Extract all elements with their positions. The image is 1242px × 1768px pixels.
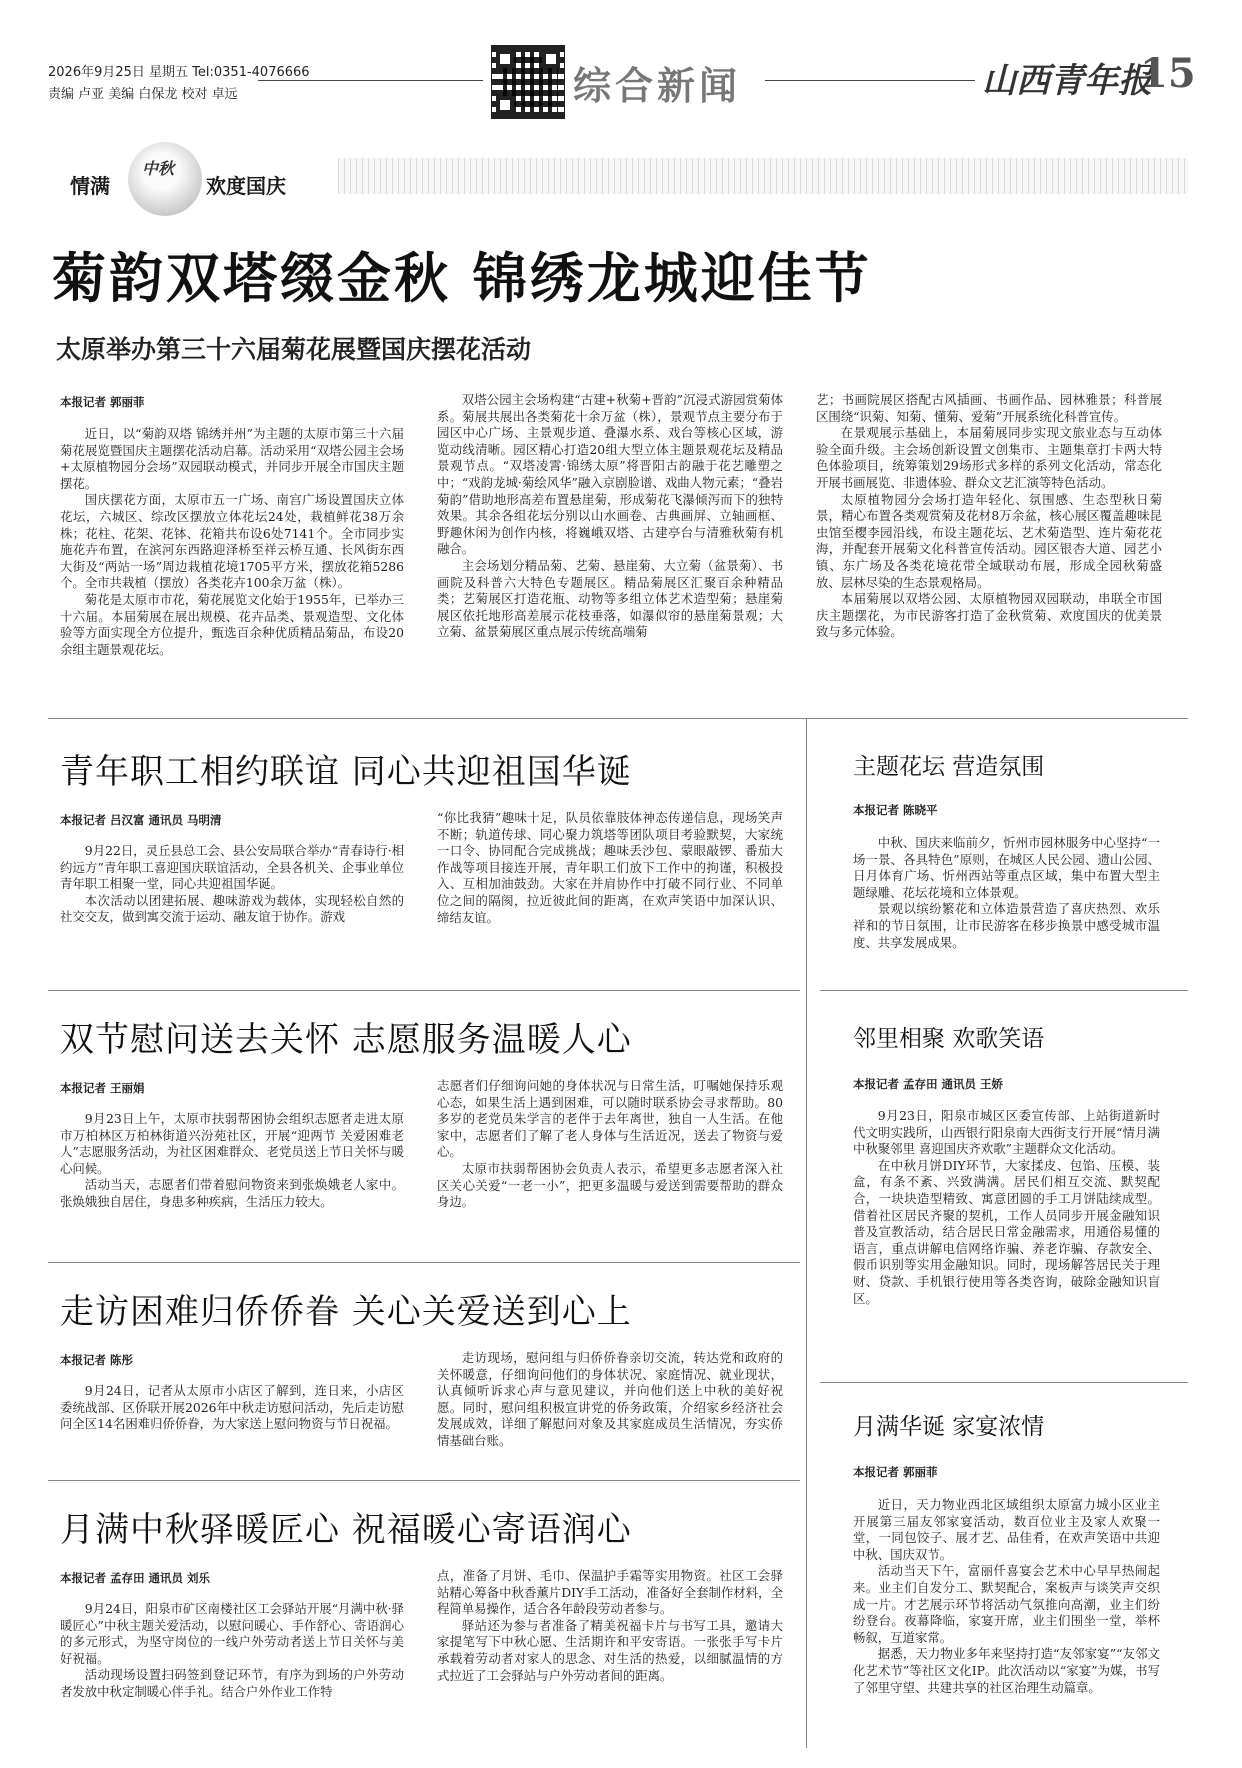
lead-column-1: [60, 426, 404, 658]
header-rule-right: [765, 80, 975, 81]
date-line: 2026年9月25日 星期五 Tel:0351-4076666: [48, 65, 310, 80]
moon-badge-icon: [128, 142, 202, 216]
article-byline: 本报记者 吕汉富 通讯员 马明清: [60, 813, 222, 827]
article-column: [437, 1078, 783, 1211]
sidebar-column: [853, 1497, 1160, 1696]
article-column: [437, 1350, 783, 1450]
article-headline: 月满中秋驿暖匠心 祝福暖心寄语润心: [60, 1510, 632, 1550]
page-number: 15: [1140, 50, 1196, 97]
paragraph: 景观以缤纷繁花和立体造景营造了喜庆热烈、欢乐祥和的节日氛围，让市民游客在移步换景中感受城市温度、共享发展成果。: [853, 901, 1160, 950]
staff-line: 责编 卢亚 美编 白保龙 校对 卓远: [48, 87, 238, 102]
article-column: [60, 1383, 404, 1433]
article-column: [60, 1111, 404, 1211]
paragraph: 活动当天下午，富丽仟喜宴会艺术中心早早热闹起来。业主们自发分工、默契配合，案板声与谈笑声交织成一片。才艺展示环节将活动气氛推向高潮，业主们纷纷登台。夜幕降临，家宴开席，业主们围坐一堂，举杯畅叙，互道家常。: [853, 1563, 1160, 1645]
divider: [820, 1382, 1188, 1383]
paragraph: “你比我猜”趣味十足，队员依靠肢体神态传递信息，现场笑声不断；轨道传球、同心聚力筑塔等团队项目考验默契，大家统一口令、协同配合完成挑战；趣味丢沙包、蒙眼敲锣、番茄大作战等项目接连开展，青年职工们放下工作中的拘谨，积极投入、互相加油鼓劲。大家在并肩协作中打破不同行业、不同单位之间的隔阂，拉近彼此间的距离，在欢声笑语中加深认识、缔结友谊。: [437, 810, 783, 925]
paragraph: 9月24日，阳泉市矿区南楼社区工会驿站开展“月满中秋·驿暖匠心”中秋主题关爱活动，以慰问暖心、手作舒心、寄语润心的多元形式，为坚守岗位的一线户外劳动者送上节日关怀与美好祝福。: [60, 1601, 404, 1666]
paragraph: 活动现场设置扫码签到登记环节，有序为到场的户外劳动者发放中秋定制暖心伴手礼。结合户外作业工作特: [60, 1667, 404, 1699]
paragraph: 9月24日，记者从太原市小店区了解到，连日来，小店区委统战部、区侨联开展2026年中秋走访慰问活动，先后走访慰问全区14名困难归侨侨眷，为大家送上慰问物资与节日祝福。: [60, 1383, 404, 1432]
section-title: 综合新闻: [573, 63, 742, 108]
lead-column-2: [437, 392, 783, 641]
article-headline: 双节慰问送去关怀 志愿服务温暖人心: [60, 1020, 632, 1060]
article-column: [60, 843, 404, 926]
sidebar-byline: 本报记者 孟存田 通讯员 王娇: [853, 1077, 1004, 1091]
paragraph: 本次活动以团建拓展、趣味游戏为载体，实现轻松自然的社交交友，做到寓交流于运动、融友谊于协作。游戏: [60, 892, 404, 925]
sidebar-byline: 本报记者 陈晓平: [853, 803, 938, 817]
divider: [48, 1262, 800, 1263]
sidebar-headline: 主题花坛 营造氛围: [853, 754, 1045, 780]
holiday-banner: [48, 158, 1188, 206]
paragraph: 在中秋月饼DIY环节，大家揉皮、包馅、压模、装盒，有条不紊、兴致满满。居民们相互交流、默契配合，一块块造型精致、寓意团圆的手工月饼陆续成型。借着社区居民齐聚的契机，工作人员同步开展金融知识普及宣教活动，结合居民日常金融需求，用通俗易懂的语言，重点讲解电信网络诈骗、养老诈骗、存款安全、假币识别等实用金融知识。同时，现场解答居民关于理财、贷款、手机银行使用等各类咨询，破除金融知识盲区。: [853, 1157, 1160, 1306]
sidebar-byline: 本报记者 郭丽菲: [853, 1465, 938, 1479]
divider: [48, 718, 1188, 719]
paragraph: 太原植物园分会场打造年轻化、氛围感、生态型秋日菊景，精心布置各类观赏菊及花材8万余盆，核心展区覆盖趣味昆虫馆至樱李园沿线，布设主题花坛、艺术菊造型、连片菊花花海，并配套开展菊文化科普宣传活动。园区银杏大道、园艺小镇、东广场及各类花境花带全域联动布展，形成全园秋菊盛放、层林尽染的生态景观格局。: [816, 491, 1162, 590]
lead-subheadline: 太原举办第三十六届菊花展暨国庆摆花活动: [56, 335, 532, 364]
paragraph: 点，准备了月饼、毛巾、保温护手霜等实用物资。社区工会驿站精心筹备中秋香薰片DIY手工活动，准备好全套制作材料，全程简单易操作，适合各年龄段劳动者参与。: [437, 1568, 783, 1617]
banner-left-text: 情满: [70, 174, 110, 198]
paragraph: 据悉，天力物业多年来坚持打造“友邻家宴”“友邻文化艺术节”等社区文化IP。此次活动以“家宴”为媒，书写了邻里守望、共建共享的社区治理生动篇章。: [853, 1646, 1160, 1695]
divider: [820, 990, 1188, 991]
sidebar-headline: 邻里相聚 欢歌笑语: [853, 1026, 1045, 1052]
paragraph: 中秋、国庆来临前夕，忻州市园林服务中心坚持“一场一景、各具特色”原则，在城区人民公园、遗山公园、日月体育广场、忻州西站等重点区域，集中布置大型主题绿雕、花坛花境和立体景观。: [853, 835, 1160, 900]
paragraph: 活动当天，志愿者们带着慰问物资来到张焕娥老人家中。张焕娥独自居住，身患多种疾病，生活压力较大。: [60, 1177, 404, 1209]
sidebar-column: [853, 1108, 1160, 1307]
paragraph: 国庆摆花方面，太原市五一广场、南宫广场设置国庆立体花坛，六城区、综改区摆放立体花坛24处，栽植鲜花38万余株；花柱、花架、花钵、花箱共布设6处7141个。全市同步实施花卉布置，在滨河东西路迎泽桥至祥云桥互通、长风街东西大街及“两站一场”周边栽植花境1705平方米，摆放花箱5286个。全市共栽植（摆放）各类花卉100余万盆（株）。: [60, 492, 404, 591]
lead-byline: 本报记者 郭丽菲: [60, 395, 145, 409]
lead-headline: 菊韵双塔缀金秋 锦绣龙城迎佳节: [52, 247, 872, 310]
paragraph: 在景观展示基础上，本届菊展同步实现文旅业态与互动体验全面升级。主会场创新设置文创集市、主题集章打卡两大特色体验项目，统筹策划29场形式多样的系列文化活动，常态化开展书画展览、非遗体验、群众文艺汇演等特色活动。: [816, 425, 1162, 490]
paper-name-logo: 山西青年报: [982, 61, 1152, 101]
divider: [48, 1480, 800, 1481]
paragraph: 太原市扶弱帮困协会负责人表示，希望更多志愿者深入社区关心关爱“一老一小”，把更多温暖与爱送到需要帮助的群众身边。: [437, 1160, 783, 1210]
article-byline: 本报记者 王丽娟: [60, 1081, 145, 1095]
article-column: [60, 1601, 404, 1701]
article-byline: 本报记者 孟存田 通讯员 刘乐: [60, 1571, 211, 1585]
qr-code-icon[interactable]: [491, 45, 565, 119]
paragraph: 驿站还为参与者准备了精美祝福卡片与书写工具，邀请大家提笔写下中秋心愿、生活期许和平安寄语。一张张手写卡片承载着劳动者对家人的思念、对生活的热爱，以细腻温情的方式拉近了工会驿站与户外劳动者间的距离。: [437, 1617, 783, 1683]
lead-column-3: [816, 392, 1162, 641]
paragraph: 艺；书画院展区搭配古风插画、书画作品、园林雅景；科普展区围绕“识菊、知菊、懂菊、爱菊”开展系统化科普宣传。: [816, 392, 1162, 424]
paragraph: 近日，天力物业西北区域组织太原富力城小区业主开展第三届友邻家宴活动，数百位业主及家人欢聚一堂，一同包饺子、展才艺、品佳肴，在欢声笑语中共迎中秋、国庆双节。: [853, 1497, 1160, 1562]
paragraph: 本届菊展以双塔公园、太原植物园双园联动，串联全市国庆主题摆花，为市民游客打造了金秋赏菊、欢度国庆的优美景致与多元体验。: [816, 591, 1162, 640]
paragraph: 9月23日上午，太原市扶弱帮困协会组织志愿者走进太原市万柏林区万柏林街道兴汾苑社区，开展“迎两节 关爱困难老人”志愿服务活动，为社区困难群众、老党员送上节日关怀与暖心问候。: [60, 1111, 404, 1176]
paragraph: 9月23日，阳泉市城区区委宣传部、上站街道新时代文明实践所，山西银行阳泉南大西街支行开展“情月满中秋聚邻里 喜迎国庆齐欢歌”主题群众文化活动。: [853, 1108, 1160, 1157]
paragraph: 双塔公园主会场构建“古建+秋菊+晋韵”沉浸式游园赏菊体系。菊展共展出各类菊花十余万盆（株），景观节点主要分布于园区中心广场、主景观步道、叠瀑水系、戏台等核心区域，游览动线清晰。园区精心打造20组大型立体主题景观花坛及精品景观节点。“双塔凌霄·锦绣太原”将晋阳古韵融于花艺雕塑之中；“戏韵龙城·菊绘风华”融入京剧脸谱、戏曲人物元素；“叠岩菊韵”借助地形高差布置悬崖菊，形成菊花飞瀑倾泻而下的独特效果。其余各组花坛分别以山水画卷、古典画屏、立轴画框、野趣休闲为创作内核，将巍峨双塔、古建亭台与清雅秋菊有机融合。: [437, 392, 783, 557]
banner-texture: [338, 158, 1188, 194]
sidebar-headline: 月满华诞 家宴浓情: [853, 1414, 1045, 1440]
paragraph: 志愿者们仔细询问她的身体状况与日常生活，叮嘱她保持乐观心态，如果生活上遇到困难，可以随时联系协会寻求帮助。80多岁的老党员朱学言的老伴于去年离世，独自一人生活。在他家中，志愿者们了解了老人身体与生活近况，送去了物资与爱心。: [437, 1078, 783, 1160]
paragraph: 主会场划分精品菊、艺菊、悬崖菊、大立菊（盆景菊）、书画院及科普六大特色专题展区。精品菊展区汇聚百余种精品类；艺菊展区打造花瓶、动物等多组立体艺术造型菊；悬崖菊展区依托地形高差展示花枝垂落，如瀑似帘的悬崖菊景观；大立菊、盆景菊展区重点展示传统高端菊: [437, 557, 783, 640]
article-column: [437, 1568, 783, 1684]
header-rule-left: [258, 80, 483, 81]
divider: [48, 990, 800, 991]
paragraph: 9月22日，灵丘县总工会、县公安局联合举办“青春诗行·相约远方”青年职工喜迎国庆联谊活动，全县各机关、企事业单位青年职工相聚一堂，同心共迎祖国华诞。: [60, 843, 404, 892]
paragraph: 走访现场，慰问组与归侨侨眷亲切交流，转达党和政府的关怀暖意，仔细询问他们的身体状况、家庭情况、就业现状，认真倾听诉求心声与意见建议，并向他们送上中秋的美好祝愿。同时，慰问组积极宣讲党的侨务政策，介绍家乡经济社会发展成效，详细了解慰问对象及其家庭成员生活情况，夯实侨情基础台账。: [437, 1350, 783, 1448]
sidebar-divider: [806, 718, 807, 1748]
badge-text: 中秋: [142, 159, 175, 178]
sidebar-column: [853, 835, 1160, 951]
paragraph: 近日，以“菊韵双塔 锦绣并州”为主题的太原市第三十六届菊花展览暨国庆主题摆花活动启幕。活动采用“双塔公园主会场+太原植物园分会场”双园联动模式，并同步开展全市国庆主题摆花。: [60, 426, 404, 491]
article-byline: 本报记者 陈彤: [60, 1353, 134, 1367]
article-headline: 青年职工相约联谊 同心共迎祖国华诞: [60, 752, 632, 792]
paragraph: 菊花是太原市市花，菊花展览文化始于1955年，已举办三十六届。本届菊展在展出规模、花卉品类、景观造型、文化体验等方面实现全方位提升，甄选百余种优质精品菊品，布设20余组主题景观花坛。: [60, 591, 404, 657]
article-headline: 走访困难归侨侨眷 关心关爱送到心上: [60, 1292, 632, 1332]
article-column: [437, 810, 783, 926]
banner-right-text: 欢度国庆: [206, 174, 286, 198]
